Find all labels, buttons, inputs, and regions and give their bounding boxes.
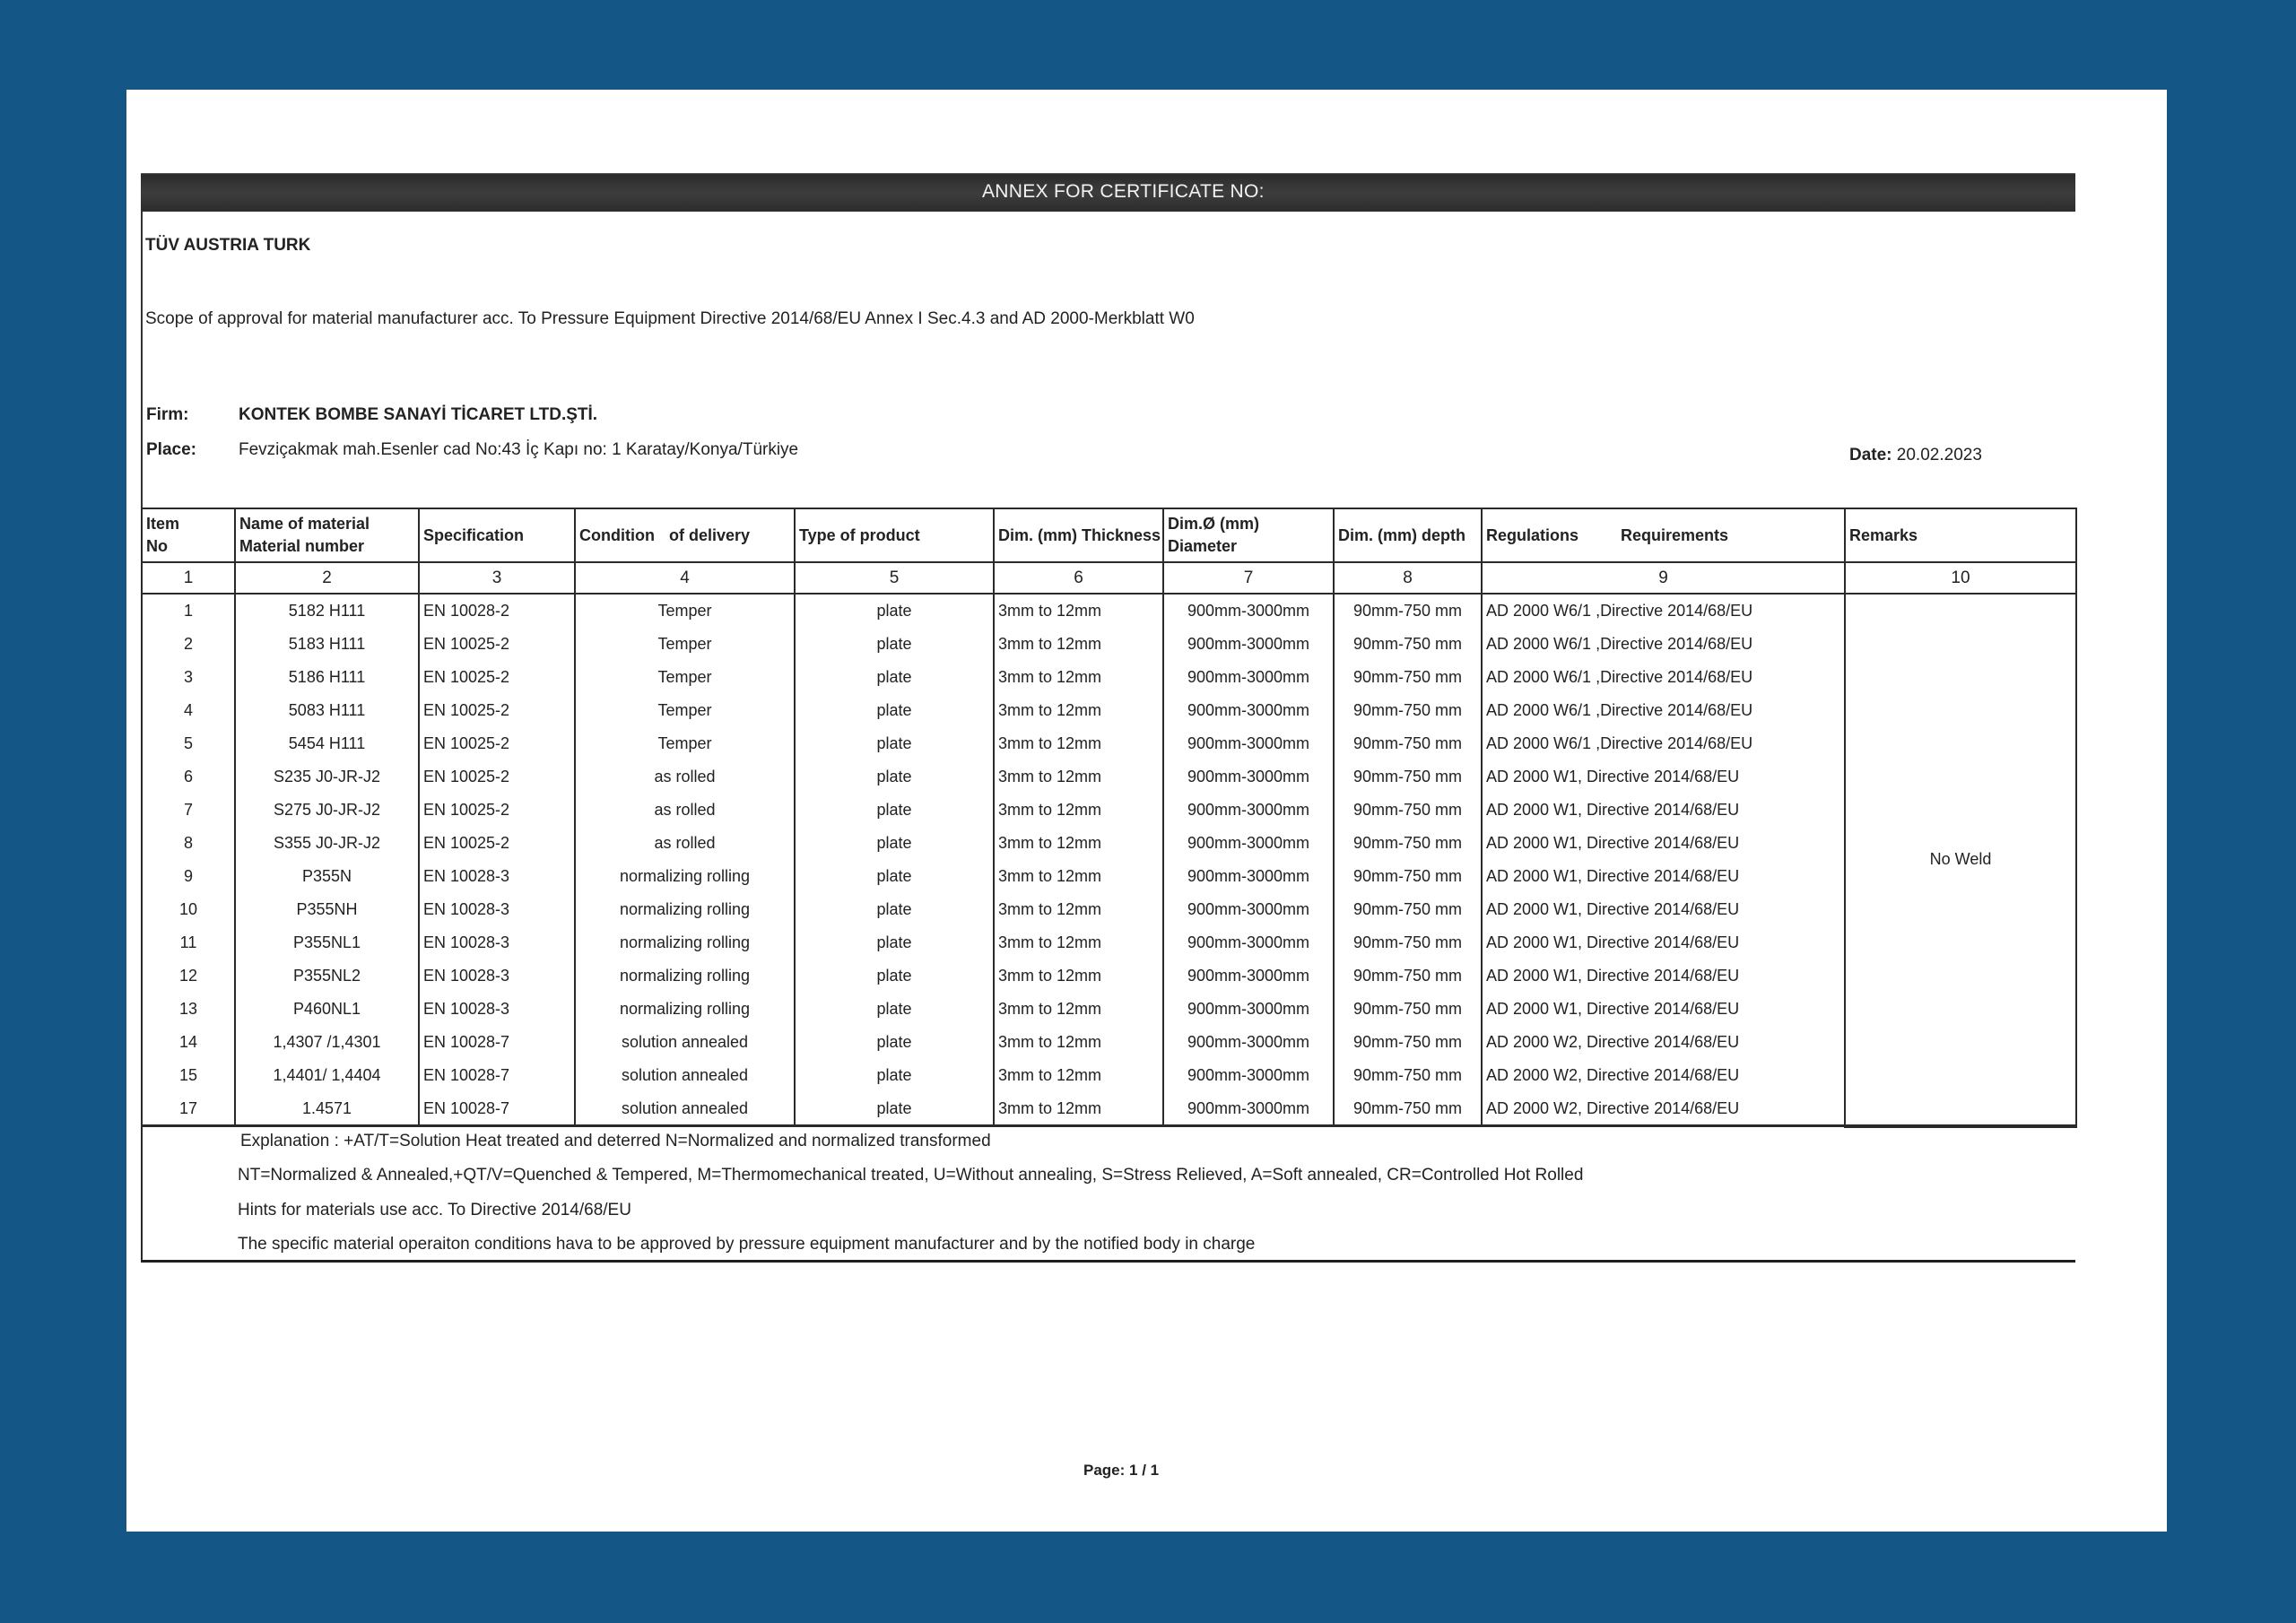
table-row [142,727,2076,760]
regulations-cell: AD 2000 W6/1 ,Directive 2014/68/EU [1482,727,1845,760]
condition-cell: Temper [575,694,795,727]
diameter-cell: 900mm-3000mm [1163,1092,1334,1126]
thickness-cell: 3mm to 12mm [994,827,1163,860]
diameter-cell: 900mm-3000mm [1163,628,1334,661]
left-border-rule [141,211,143,508]
type-cell: plate [795,594,994,628]
column-number: 1 [142,562,235,594]
thickness-cell: 3mm to 12mm [994,694,1163,727]
item-no-cell: 7 [142,794,235,827]
specification-cell: EN 10028-3 [419,893,575,926]
type-cell: plate [795,628,994,661]
item-no-cell: 13 [142,993,235,1026]
regulations-cell: AD 2000 W1, Directive 2014/68/EU [1482,926,1845,959]
regulations-cell: AD 2000 W1, Directive 2014/68/EU [1482,827,1845,860]
type-cell: plate [795,993,994,1026]
type-cell: plate [795,727,994,760]
depth-cell: 90mm-750 mm [1334,727,1482,760]
diameter-cell: 900mm-3000mm [1163,959,1334,993]
thickness-cell: 3mm to 12mm [994,760,1163,794]
item-no-cell: 15 [142,1059,235,1092]
diameter-cell: 900mm-3000mm [1163,694,1334,727]
condition-cell: as rolled [575,827,795,860]
material-cell: 1.4571 [235,1092,419,1126]
regulations-cell: AD 2000 W1, Directive 2014/68/EU [1482,893,1845,926]
depth-cell: 90mm-750 mm [1334,1026,1482,1059]
thickness-cell: 3mm to 12mm [994,993,1163,1026]
type-cell: plate [795,794,994,827]
firm-label: Firm: [146,405,189,424]
scope-statement: Scope of approval for material manufacturer acc. To Pressure Equipment Directive 2014/68/EU Annex I Sec.4.3 and AD 2000-Merkblatt W0 [145,309,1195,328]
table-header-row [142,508,2076,562]
place-label: Place: [146,440,196,459]
material-cell: 5083 H111 [235,694,419,727]
specification-cell: EN 10025-2 [419,628,575,661]
organization-name: TÜV AUSTRIA TURK [145,236,311,255]
condition-cell: Temper [575,727,795,760]
depth-cell: 90mm-750 mm [1334,959,1482,993]
regulations-cell: AD 2000 W1, Directive 2014/68/EU [1482,760,1845,794]
material-cell: P355NL2 [235,959,419,993]
regulations-cell: AD 2000 W1, Directive 2014/68/EU [1482,794,1845,827]
firm-value: KONTEK BOMBE SANAYİ TİCARET LTD.ŞTİ. [239,405,598,424]
item-no-cell: 6 [142,760,235,794]
condition-cell: Temper [575,628,795,661]
materials-table-body [142,594,2076,1126]
thickness-cell: 3mm to 12mm [994,628,1163,661]
regulations-cell: AD 2000 W6/1 ,Directive 2014/68/EU [1482,594,1845,628]
table-row [142,1092,2076,1126]
column-number: 4 [575,562,795,594]
regulations-cell: AD 2000 W2, Directive 2014/68/EU [1482,1026,1845,1059]
condition-cell: normalizing rolling [575,959,795,993]
table-row [142,860,2076,893]
item-no-cell: 14 [142,1026,235,1059]
diameter-cell: 900mm-3000mm [1163,794,1334,827]
type-cell: plate [795,694,994,727]
thickness-cell: 3mm to 12mm [994,594,1163,628]
specification-cell: EN 10028-7 [419,1059,575,1092]
specification-cell: EN 10028-3 [419,860,575,893]
materials-table [141,508,2077,1128]
thickness-cell: 3mm to 12mm [994,727,1163,760]
header-specification: Specification [419,508,575,562]
diameter-cell: 900mm-3000mm [1163,860,1334,893]
header-type: Type of product [795,508,994,562]
specification-cell: EN 10025-2 [419,827,575,860]
condition-cell: Temper [575,661,795,694]
regulations-cell: AD 2000 W1, Directive 2014/68/EU [1482,993,1845,1026]
column-number: 7 [1163,562,1334,594]
table-row [142,926,2076,959]
table-row [142,959,2076,993]
specification-cell: EN 10028-2 [419,594,575,628]
item-no-cell: 12 [142,959,235,993]
item-no-cell: 17 [142,1092,235,1126]
regulations-cell: AD 2000 W2, Directive 2014/68/EU [1482,1059,1845,1092]
item-no-cell: 5 [142,727,235,760]
depth-cell: 90mm-750 mm [1334,694,1482,727]
condition-cell: solution annealed [575,1059,795,1092]
material-cell: S235 J0-JR-J2 [235,760,419,794]
date-value: 20.02.2023 [1896,446,1982,464]
thickness-cell: 3mm to 12mm [994,926,1163,959]
specification-cell: EN 10025-2 [419,727,575,760]
condition-cell: normalizing rolling [575,993,795,1026]
diameter-cell: 900mm-3000mm [1163,893,1334,926]
condition-cell: solution annealed [575,1026,795,1059]
material-cell: 5183 H111 [235,628,419,661]
diameter-cell: 900mm-3000mm [1163,993,1334,1026]
condition-cell: normalizing rolling [575,860,795,893]
depth-cell: 90mm-750 mm [1334,1059,1482,1092]
item-no-cell: 8 [142,827,235,860]
material-cell: 1,4307 /1,4301 [235,1026,419,1059]
item-no-cell: 10 [142,893,235,926]
item-no-cell: 4 [142,694,235,727]
explanation-section [141,1124,2075,1263]
document-date [1849,446,1982,465]
depth-cell: 90mm-750 mm [1334,628,1482,661]
type-cell: plate [795,860,994,893]
diameter-cell: 900mm-3000mm [1163,1026,1334,1059]
page-number: Page: 1 / 1 [1083,1462,1160,1479]
condition-cell: as rolled [575,760,795,794]
header-material: Name of material Material number [235,508,419,562]
thickness-cell: 3mm to 12mm [994,860,1163,893]
header-thickness: Dim. (mm) Thickness [994,508,1163,562]
depth-cell: 90mm-750 mm [1334,993,1482,1026]
material-cell: 5186 H111 [235,661,419,694]
thickness-cell: 3mm to 12mm [994,1092,1163,1126]
material-cell: 5182 H111 [235,594,419,628]
regulations-cell: AD 2000 W1, Directive 2014/68/EU [1482,959,1845,993]
specification-cell: EN 10025-2 [419,760,575,794]
table-row [142,594,2076,628]
condition-cell: normalizing rolling [575,893,795,926]
type-cell: plate [795,760,994,794]
diameter-cell: 900mm-3000mm [1163,760,1334,794]
header-depth: Dim. (mm) depth [1334,508,1482,562]
item-no-cell: 3 [142,661,235,694]
annex-header-bar [141,173,2075,212]
depth-cell: 90mm-750 mm [1334,1092,1482,1126]
material-cell: P355NL1 [235,926,419,959]
type-cell: plate [795,661,994,694]
explanation-line-3: Hints for materials use acc. To Directive 2014/68/EU [238,1201,631,1219]
specification-cell: EN 10025-2 [419,661,575,694]
item-no-cell: 9 [142,860,235,893]
table-row [142,1026,2076,1059]
diameter-cell: 900mm-3000mm [1163,594,1334,628]
specification-cell: EN 10025-2 [419,694,575,727]
column-number: 6 [994,562,1163,594]
remarks-cell: No Weld [1845,594,2076,1126]
thickness-cell: 3mm to 12mm [994,959,1163,993]
specification-cell: EN 10028-3 [419,959,575,993]
condition-cell: Temper [575,594,795,628]
table-row [142,993,2076,1026]
regulations-cell: AD 2000 W6/1 ,Directive 2014/68/EU [1482,661,1845,694]
material-cell: S275 J0-JR-J2 [235,794,419,827]
specification-cell: EN 10028-3 [419,993,575,1026]
depth-cell: 90mm-750 mm [1334,860,1482,893]
table-row [142,760,2076,794]
thickness-cell: 3mm to 12mm [994,1059,1163,1092]
diameter-cell: 900mm-3000mm [1163,827,1334,860]
material-cell: P460NL1 [235,993,419,1026]
header-regulations: Regulations Requirements [1482,508,1845,562]
header-condition: Condition of delivery [575,508,795,562]
specification-cell: EN 10025-2 [419,794,575,827]
explanation-line-4: The specific material operaiton conditions hava to be approved by pressure equipment manufacturer and by the notified body in charge [238,1235,1256,1254]
depth-cell: 90mm-750 mm [1334,794,1482,827]
depth-cell: 90mm-750 mm [1334,760,1482,794]
item-no-cell: 2 [142,628,235,661]
diameter-cell: 900mm-3000mm [1163,926,1334,959]
explanation-line-2: NT=Normalized & Annealed,+QT/V=Quenched & Tempered, M=Thermomechanical treated, U=Without annealing, S=Stress Relieved, A=Soft annealed, CR=Controlled Hot Rolled [238,1166,1584,1185]
item-no-cell: 1 [142,594,235,628]
column-number: 10 [1845,562,2076,594]
table-row [142,661,2076,694]
column-number: 3 [419,562,575,594]
regulations-cell: AD 2000 W6/1 ,Directive 2014/68/EU [1482,628,1845,661]
depth-cell: 90mm-750 mm [1334,661,1482,694]
type-cell: plate [795,1059,994,1092]
type-cell: plate [795,1092,994,1126]
type-cell: plate [795,959,994,993]
diameter-cell: 900mm-3000mm [1163,727,1334,760]
specification-cell: EN 10028-3 [419,926,575,959]
header-remarks: Remarks [1845,508,2076,562]
regulations-cell: AD 2000 W2, Directive 2014/68/EU [1482,1092,1845,1126]
table-row [142,827,2076,860]
annex-title: ANNEX FOR CERTIFICATE NO: [982,181,1265,202]
material-cell: 5454 H111 [235,727,419,760]
explanation-line-1: Explanation : +AT/T=Solution Heat treated and deterred N=Normalized and normalized transformed [240,1132,991,1150]
column-number: 9 [1482,562,1845,594]
regulations-cell: AD 2000 W6/1 ,Directive 2014/68/EU [1482,694,1845,727]
condition-cell: as rolled [575,794,795,827]
type-cell: plate [795,827,994,860]
date-label: Date: [1849,446,1892,464]
table-row [142,628,2076,661]
type-cell: plate [795,893,994,926]
thickness-cell: 3mm to 12mm [994,661,1163,694]
column-number-row [142,562,2076,594]
type-cell: plate [795,1026,994,1059]
type-cell: plate [795,926,994,959]
material-cell: 1,4401/ 1,4404 [235,1059,419,1092]
specification-cell: EN 10028-7 [419,1026,575,1059]
header-diameter: Dim.Ø (mm) Diameter [1163,508,1334,562]
material-cell: S355 J0-JR-J2 [235,827,419,860]
column-number: 8 [1334,562,1482,594]
depth-cell: 90mm-750 mm [1334,594,1482,628]
thickness-cell: 3mm to 12mm [994,1026,1163,1059]
condition-cell: solution annealed [575,1092,795,1126]
regulations-cell: AD 2000 W1, Directive 2014/68/EU [1482,860,1845,893]
item-no-cell: 11 [142,926,235,959]
thickness-cell: 3mm to 12mm [994,893,1163,926]
material-cell: P355N [235,860,419,893]
table-row [142,1059,2076,1092]
material-cell: P355NH [235,893,419,926]
depth-cell: 90mm-750 mm [1334,893,1482,926]
depth-cell: 90mm-750 mm [1334,827,1482,860]
diameter-cell: 900mm-3000mm [1163,1059,1334,1092]
depth-cell: 90mm-750 mm [1334,926,1482,959]
thickness-cell: 3mm to 12mm [994,794,1163,827]
table-row [142,794,2076,827]
header-item-no: Item No [142,508,235,562]
condition-cell: normalizing rolling [575,926,795,959]
place-value: Fevziçakmak mah.Esenler cad No:43 İç Kapı no: 1 Karatay/Konya/Türkiye [239,440,799,459]
diameter-cell: 900mm-3000mm [1163,661,1334,694]
table-row [142,893,2076,926]
table-row [142,694,2076,727]
specification-cell: EN 10028-7 [419,1092,575,1126]
column-number: 2 [235,562,419,594]
column-number: 5 [795,562,994,594]
